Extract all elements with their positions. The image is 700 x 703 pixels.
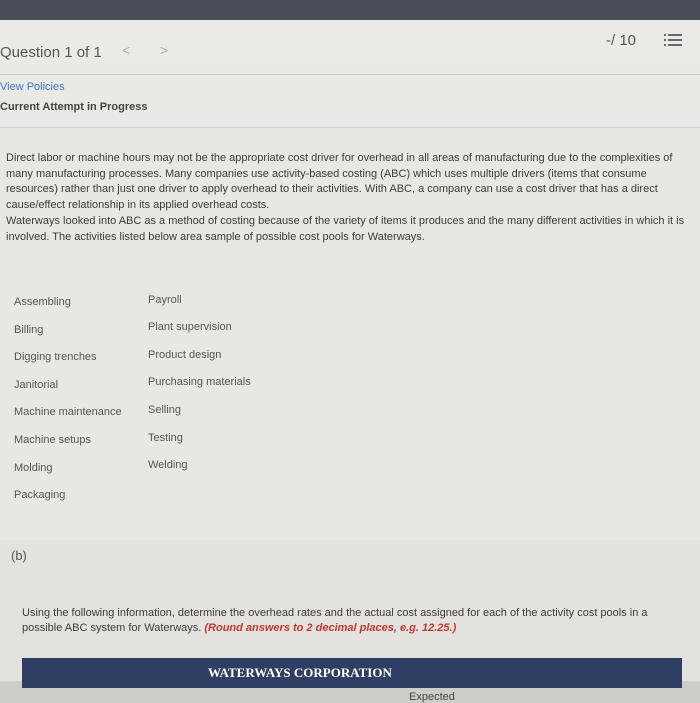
cost-pool-item: Selling	[148, 404, 182, 416]
part-b-instructions	[22, 606, 682, 636]
cost-pool-item: Payroll	[148, 294, 182, 306]
instructions-text: Using the following information, determine the overhead rates and the actual cost assigned for each of the activity cost pools in a possible ABC system for Waterways.	[22, 607, 648, 634]
cost-pool-item: Welding	[148, 459, 188, 471]
cost-pool-item: Billing	[14, 324, 44, 336]
score-display: -/ 10	[606, 32, 637, 49]
cost-pool-item: Testing	[148, 432, 183, 444]
cost-pool-item: Purchasing materials	[148, 376, 251, 388]
attempt-status: Current Attempt in Progress	[0, 101, 148, 113]
cost-pool-item: Digging trenches	[14, 351, 97, 363]
question-title: Question 1 of 1	[0, 44, 102, 61]
browser-top-bar	[0, 0, 700, 20]
problem-content	[0, 127, 700, 547]
cost-pool-item: Janitorial	[14, 379, 59, 391]
question-header	[0, 20, 700, 75]
cost-pool-item: Packaging	[14, 489, 66, 501]
cost-pool-item: Plant supervision	[148, 321, 232, 333]
rounding-note: (Round answers to 2 decimal places, e.g. 12.25.)	[204, 622, 457, 634]
hamburger-list-icon[interactable]	[664, 33, 682, 47]
cost-pool-item: Machine maintenance	[14, 406, 122, 418]
problem-paragraph-1: Direct labor or machine hours may not be the appropriate cost driver for overhead in all areas of manufacturing due to the complexities of many manufacturing processes. Many companies use activity-based costing (ABC) which uses multiple drivers (items that consume resources) rather than just one driver to apply overhead to their activities. With ABC, a company can use a cost driver that has a direct cause/effect relationship in its applied overhead costs.	[6, 152, 673, 211]
cost-pool-item: Machine setups	[14, 434, 92, 446]
table-title: WATERWAYS CORPORATION	[208, 665, 392, 680]
part-b-label: (b)	[11, 548, 27, 563]
table-title-bar	[22, 658, 682, 688]
cost-pool-item: Assembling	[14, 296, 71, 308]
column-header-expected: Expected	[409, 691, 455, 703]
part-b-section	[0, 540, 700, 703]
chevron-right-icon[interactable]: >	[160, 42, 169, 58]
chevron-left-icon[interactable]: <	[122, 42, 131, 58]
view-policies-link[interactable]: View Policies	[0, 81, 65, 93]
problem-paragraph-2: Waterways looked into ABC as a method of costing because of the variety of items it produces and the many different activities in which it is involved. The activities listed below area sample of possible cost pools for Waterways.	[6, 215, 685, 243]
question-page	[0, 20, 700, 703]
cost-pool-item: Product design	[148, 349, 222, 361]
cost-pool-item: Molding	[14, 462, 53, 474]
